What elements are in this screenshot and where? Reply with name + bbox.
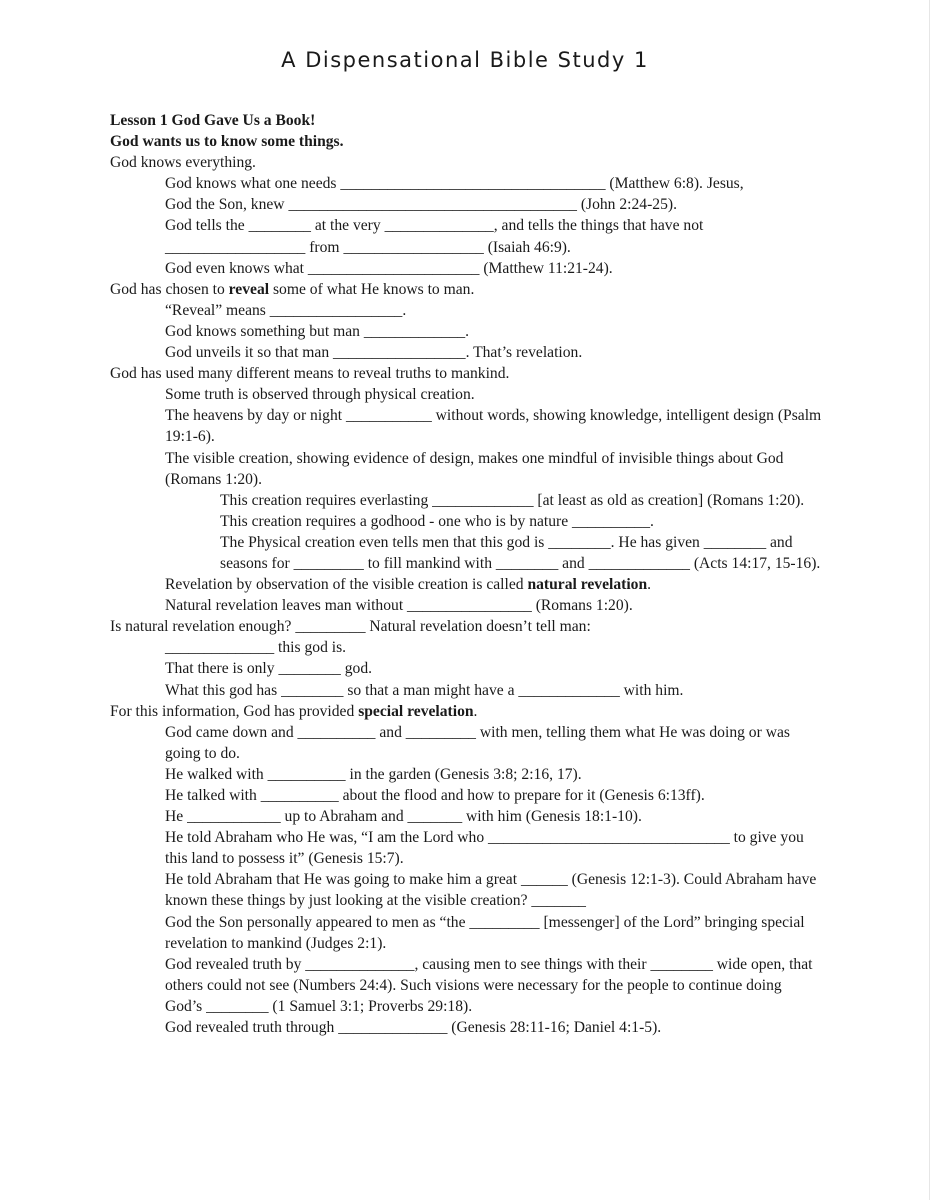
outline-line	[110, 785, 822, 806]
line-text: God revealed truth by ______________, causing men to see things with their ________ wide open, that others could not see (Numbers 24:4). Such visions were necessary for the people to continue doing God’s ________ (1 Samuel 3:1; Proverbs 29:18).	[165, 955, 813, 1015]
outline-line	[110, 321, 822, 342]
outline-line	[110, 300, 822, 321]
outline-line	[110, 363, 822, 384]
line-text: Some truth is observed through physical creation.	[165, 386, 475, 404]
line-text: He talked with __________ about the flood and how to prepare for it (Genesis 6:13ff).	[165, 787, 705, 804]
outline-line	[110, 448, 822, 490]
line-text: God the Son personally appeared to men as “the _________ [messenger] of the Lord” bringing special revelation to mankind (Judges 2:1).	[165, 913, 805, 952]
line-text: The heavens by day or night ___________ without words, showing knowledge, intelligent design (Psalm 19:1-6).	[165, 407, 822, 446]
outline-line	[110, 954, 822, 1017]
outline-line	[110, 869, 822, 911]
outline-line	[110, 912, 822, 954]
outline-line	[110, 680, 822, 701]
outline-line	[110, 616, 822, 637]
lesson-heading: Lesson 1 God Gave Us a Book!	[110, 112, 316, 129]
line-text: This creation requires everlasting _____________ [at least as old as creation] (Romans 1:20).	[220, 491, 805, 509]
line-text: God unveils it so that man _________________. That’s revelation.	[165, 344, 583, 362]
line-text: God revealed truth through ______________ (Genesis 28:11-16; Daniel 4:1-5).	[165, 1019, 662, 1037]
line-text: He told Abraham that He was going to make him a great ______ (Genesis 12:1-3). Could Abraham have known these things by just looking at the visible creation? _______	[165, 871, 817, 910]
outline-line	[110, 258, 822, 279]
line-text: God has used many different means to reveal truths to mankind.	[110, 365, 510, 383]
document-title: A Dispensational Bible Study 1	[281, 48, 649, 72]
line-text: That there is only ________ god.	[165, 660, 373, 678]
line-text: Is natural revelation enough? _________ Natural revelation doesn’t tell man:	[110, 618, 591, 636]
outline-line	[110, 764, 822, 785]
line-text: For this information, God has provided	[110, 702, 359, 720]
outline-line	[110, 511, 822, 532]
outline-line	[110, 279, 822, 300]
outline-line	[110, 637, 822, 658]
line-text: God knows everything.	[110, 154, 256, 172]
outline-line	[110, 215, 822, 236]
line-text: What this god has ________ so that a man might have a _____________ with him.	[165, 681, 684, 699]
emphasized-term: natural revelation	[527, 576, 648, 594]
line-text: He walked with __________ in the garden (Genesis 3:8; 2:16, 17).	[165, 765, 582, 783]
line-text-after: .	[473, 702, 478, 720]
outline-line	[110, 152, 822, 173]
outline-line	[110, 405, 822, 447]
line-text: Revelation by observation of the visible creation is called	[165, 576, 528, 594]
outline-line	[110, 384, 822, 405]
emphasized-term: special revelation	[358, 702, 474, 720]
document-body	[110, 110, 822, 1038]
line-text: God the Son, knew _____________________________________ (John 2:24-25).	[165, 196, 677, 214]
outline-line	[110, 1017, 822, 1038]
line-text: The Physical creation even tells men that this god is ________. He has given ________ and seasons for _________ to fill mankind with ________ and _____________ (Acts 14:17, 15-16).	[220, 533, 821, 572]
line-text-after: .	[647, 576, 652, 594]
line-text: This creation requires a godhood - one who is by nature __________.	[220, 512, 654, 530]
outline-line	[110, 827, 822, 869]
line-text: God came down and __________ and _________ with men, telling them what He was doing or was going to do.	[165, 723, 790, 762]
outline-line	[110, 658, 822, 679]
outline-line	[110, 342, 822, 363]
line-text: “Reveal” means _________________.	[165, 301, 407, 319]
line-text: ______________ this god is.	[165, 639, 347, 657]
line-text: He ____________ up to Abraham and _______ with him (Genesis 18:1-10).	[165, 808, 642, 826]
outline-line	[110, 722, 822, 764]
outline-line	[110, 237, 822, 258]
emphasized-term: reveal	[228, 280, 270, 298]
outline-line	[110, 490, 822, 511]
line-text: God knows what one needs __________________________________ (Matthew 6:8). Jesus,	[165, 175, 744, 193]
line-text: He told Abraham who He was, “I am the Lord who _______________________________ to give you this land to possess it” (Genesis 15:7).	[165, 829, 804, 868]
line-text: The visible creation, showing evidence of design, makes one mindful of invisible things about God (Romans 1:20).	[165, 449, 784, 488]
line-text: God tells the ________ at the very ______________, and tells the things that have not	[165, 217, 704, 235]
line-text: Natural revelation leaves man without ________________ (Romans 1:20).	[165, 597, 633, 615]
sub-heading: God wants us to know some things.	[110, 133, 344, 151]
outline-line	[110, 574, 822, 595]
outline-line	[110, 194, 822, 215]
line-text: __________________ from __________________ (Isaiah 46:9).	[165, 238, 571, 256]
outline-line	[110, 701, 822, 722]
outline-line	[110, 595, 822, 616]
line-text: God knows something but man _____________.	[165, 322, 470, 340]
outline-line	[110, 173, 822, 194]
outline-line	[110, 532, 822, 574]
line-text-after: some of what He knows to man.	[269, 280, 475, 298]
line-text: God even knows what ______________________ (Matthew 11:21-24).	[165, 259, 613, 277]
outline-line	[110, 806, 822, 827]
line-text: God has chosen to	[110, 280, 229, 298]
outline-lines	[110, 152, 822, 1038]
